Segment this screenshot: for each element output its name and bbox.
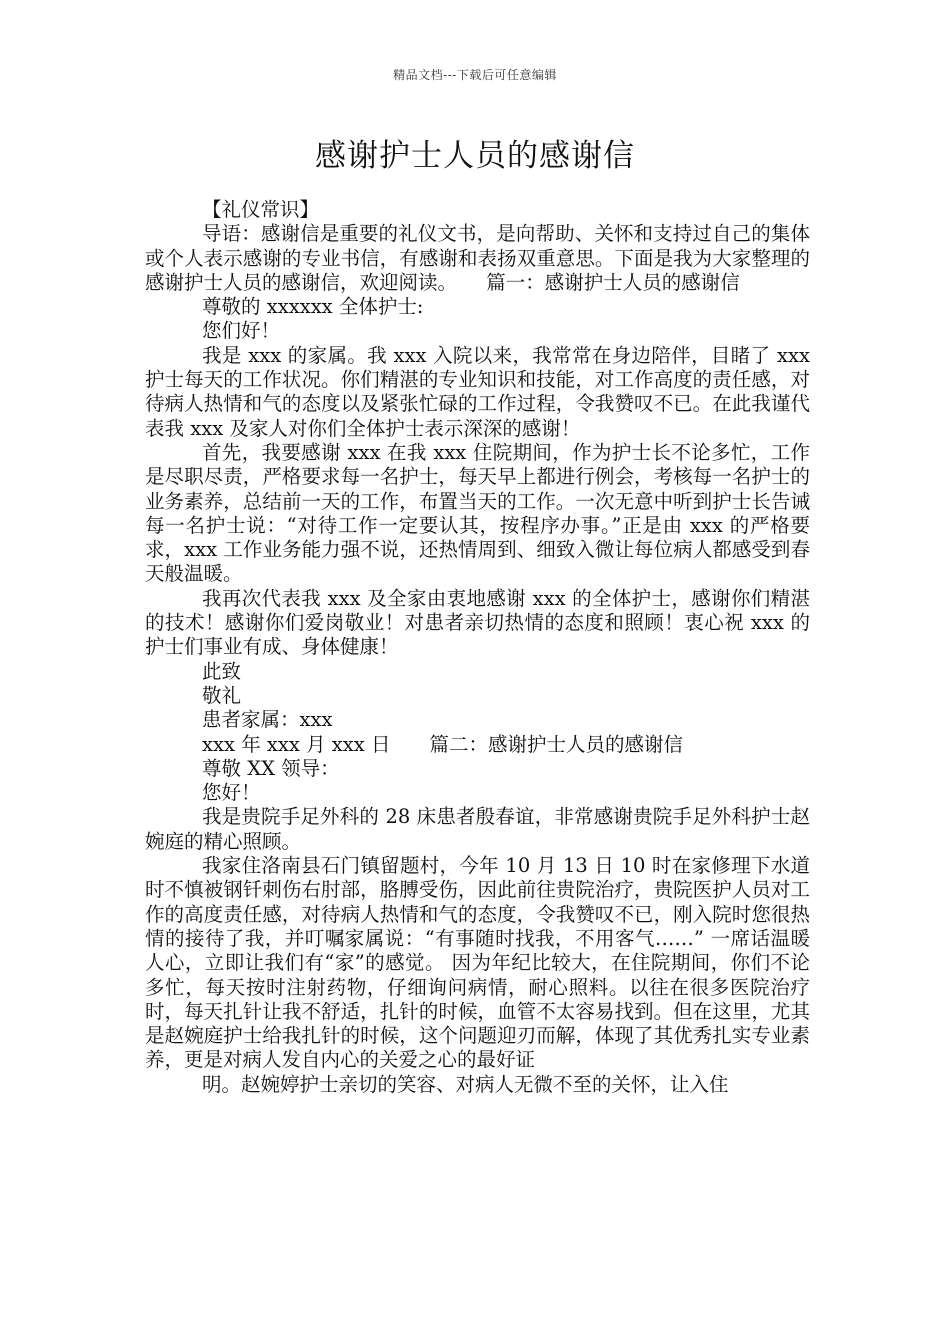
body-paragraph: 明。赵婉婷护士亲切的笑容、对病人无微不至的关怀，让入住 bbox=[202, 1072, 729, 1096]
intro-paragraph: 导语：感谢信是重要的礼仪文书，是向帮助、关怀和支持过自己的集体或个人表示感谢的专业书信，有感谢和表扬双重意思。下面是我为大家整理的感谢护士人员的感谢信，欢迎阅读。 篇一：感谢护士人员的感谢信 bbox=[145, 222, 810, 294]
body-paragraph: 我是 xxx 的家属。我 xxx 入院以来，我常常在身边陪伴，目睹了 xxx 护士每天的工作状况。你们精湛的专业知识和技能，对工作高度的责任感，对待病人热情和气的态度以及紧张忙碌的工作过程，令我赞叹不已。在此我谨代表我 xxx 及家人对你们全体护士表示深深的感谢！ bbox=[145, 343, 817, 440]
signature: 患者家属：xxx bbox=[202, 708, 333, 732]
salutation: 尊敬 XX 领导： bbox=[202, 756, 340, 780]
document-body bbox=[145, 198, 817, 1097]
greeting: 您们好！ bbox=[202, 319, 281, 343]
body-paragraph: 我再次代表我 xxx 及全家由衷地感谢 xxx 的全体护士，感谢你们精湛的技术！感谢你们爱岗敬业！对患者亲切热情的态度和照顾！衷心祝 xxx 的护士们事业有成、身体健康！ bbox=[145, 586, 810, 659]
document-title: 感谢护士人员的感谢信 bbox=[315, 138, 635, 174]
body-paragraph: 我是贵院手足外科的 28 床患者殷春谊，非常感谢贵院手足外科护士赵婉庭的精心照顾。 bbox=[145, 805, 810, 853]
section-tag: 【礼仪常识】 bbox=[202, 198, 320, 221]
date-line: xxx 年 xxx 月 xxx 日 篇二：感谢护士人员的感谢信 bbox=[202, 732, 683, 756]
body-paragraph: 我家住洛南县石门镇留题村，今年 10 月 13 日 10 时在家修理下水道时不慎被钢钎刺伤右肘部，胳膊受伤，因此前往贵院治疗，贵院医护人员对工作的高度责任感，对待病人热情和气的态度，令我赞叹不已，刚入院时您很热情的接待了我，并叮嘱家属说：“有事随时找我，不用客气……” 一席话温暖人心，立即让我们有“家”的感觉。 因为年纪比较大，在住院期间，你们不论多忙，每天按时注射药物，仔细询问病情，耐心照料。以往在很多医院治疗时，每天扎针让我不舒适，扎针的时候，血管不太容易找到。但在这里，尤其是赵婉庭护士给我扎针的时候，这个问题迎刃而解，体现了其优秀扎实专业素养，更是对病人发自内心的关爱之心的最好证 bbox=[145, 854, 810, 1072]
greeting: 您好！ bbox=[202, 781, 261, 805]
salutation: 尊敬的 xxxxxx 全体护士: bbox=[202, 295, 424, 319]
header-note: 精品文档---下载后可任意编辑 bbox=[393, 68, 557, 82]
body-paragraph: 首先，我要感谢 xxx 在我 xxx 住院期间，作为护士长不论多忙，工作是尽职尽责，严格要求每一名护士，每天早上都进行例会，考核每一名护士的业务素养，总结前一天的工作，布置当天的工作。一次无意中听到护士长告诫每一名护士说：“对待工作一定要认其，按程序办事。”正是由 xxx 的严格要求，xxx 工作业务能力强不说，还热情周到、细致入微让每位病人都感受到春天般温暖。 bbox=[145, 440, 810, 586]
closing-line: 此致 bbox=[202, 659, 242, 683]
closing-line: 敬礼 bbox=[202, 683, 242, 707]
